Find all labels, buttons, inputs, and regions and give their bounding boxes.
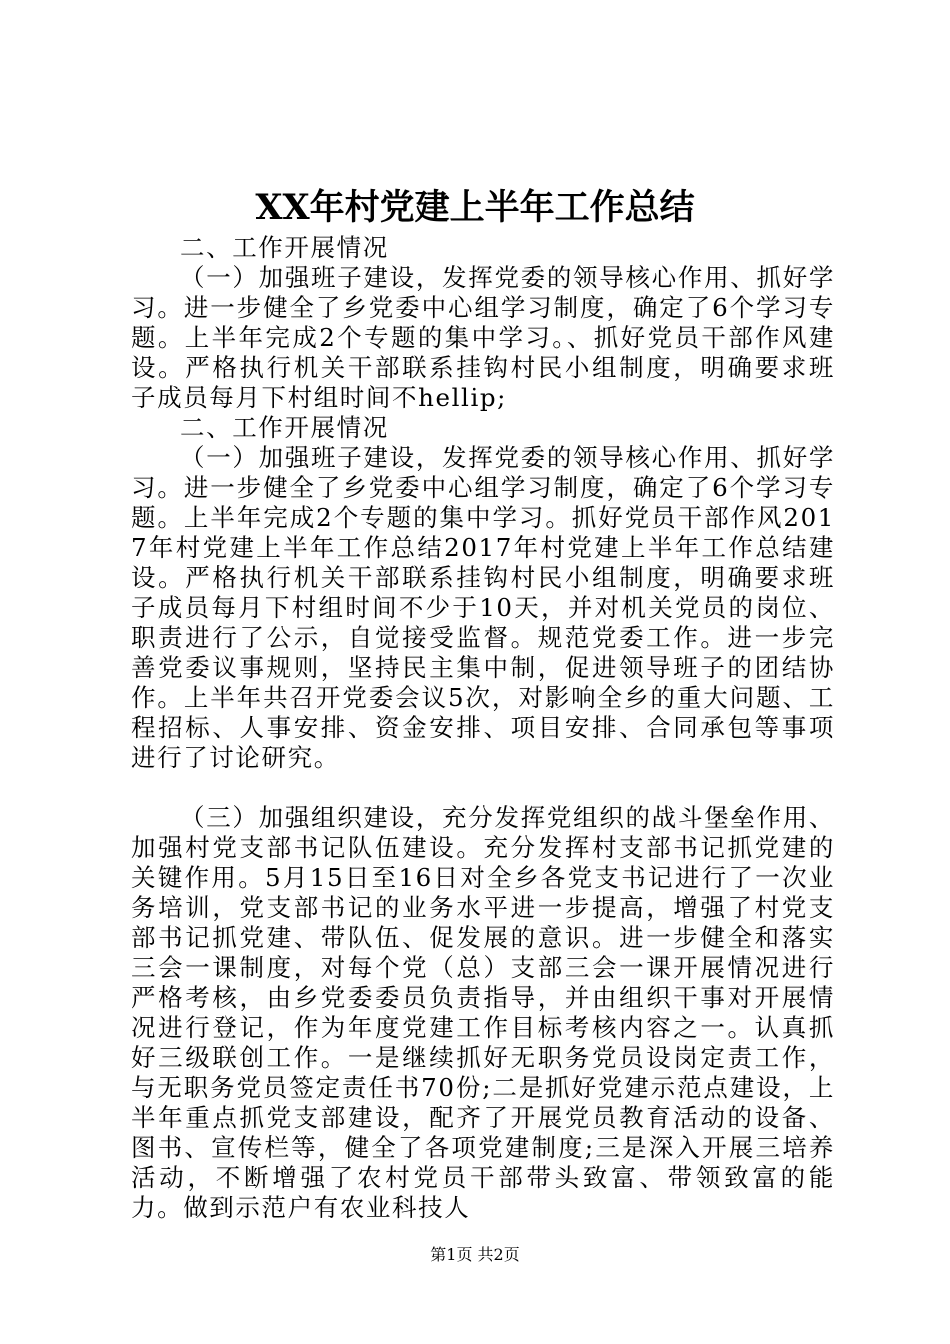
page-number-footer: 第1页 共2页 — [430, 1245, 520, 1264]
document-body — [131, 233, 835, 1223]
section-heading: 二、工作开展情况 — [180, 413, 389, 442]
document-title: XX年村党建上半年工作总结 — [255, 187, 695, 228]
body-paragraph: （一）加强班子建设，发挥党委的领导核心作用、抓好学习。进一步健全了乡党委中心组学习制度，确定了6个学习专题。上半年完成2个专题的集中学习。、抓好党员干部作风建设。严格执行机关干部联系挂钩村民小组制度，明确要求班子成员每月下村组时间不hellip; — [131, 263, 835, 412]
body-paragraph: （三）加强组织建设，充分发挥党组织的战斗堡垒作用、加强村党支部书记队伍建设。充分发挥村支部书记抓党建的关键作用。5月15日至16日对全乡各党支书记进行了一次业务培训，党支部书记的业务水平进一步提高，增强了村党支部书记抓党建、带队伍、促发展的意识。进一步健全和落实三会一课制度，对每个党（总）支部三会一课开展情况进行严格考核，由乡党委委员负责指导，并由组织干事对开展情况进行登记，作为年度党建工作目标考核内容之一。认真抓好三级联创工作。一是继续抓好无职务党员设岗定责工作，与无职务党员签定责任书70份;二是抓好党建示范点建设，上半年重点抓党支部建设，配齐了开展党员教育活动的设备、图书、宣传栏等，健全了各项党建制度;三是深入开展三培养活动，不断增强了农村党员干部带头致富、带领致富的能力。做到示范户有农业科技人 — [131, 803, 835, 1222]
body-paragraph: （一）加强班子建设，发挥党委的领导核心作用、抓好学习。进一步健全了乡党委中心组学习制度，确定了6个学习专题。上半年完成2个专题的集中学习。抓好党员干部作风2017年村党建上半年工作总结2017年村党建上半年工作总结建设。严格执行机关干部联系挂钩村民小组制度，明确要求班子成员每月下村组时间不少于10天，并对机关党员的岗位、职责进行了公示，自觉接受监督。规范党委工作。进一步完善党委议事规则，坚持民主集中制，促进领导班子的团结协作。上半年共召开党委会议5次，对影响全乡的重大问题、工程招标、人事安排、资金安排、项目安排、合同承包等事项进行了讨论研究。 — [131, 443, 835, 772]
section-heading: 二、工作开展情况 — [180, 233, 389, 262]
